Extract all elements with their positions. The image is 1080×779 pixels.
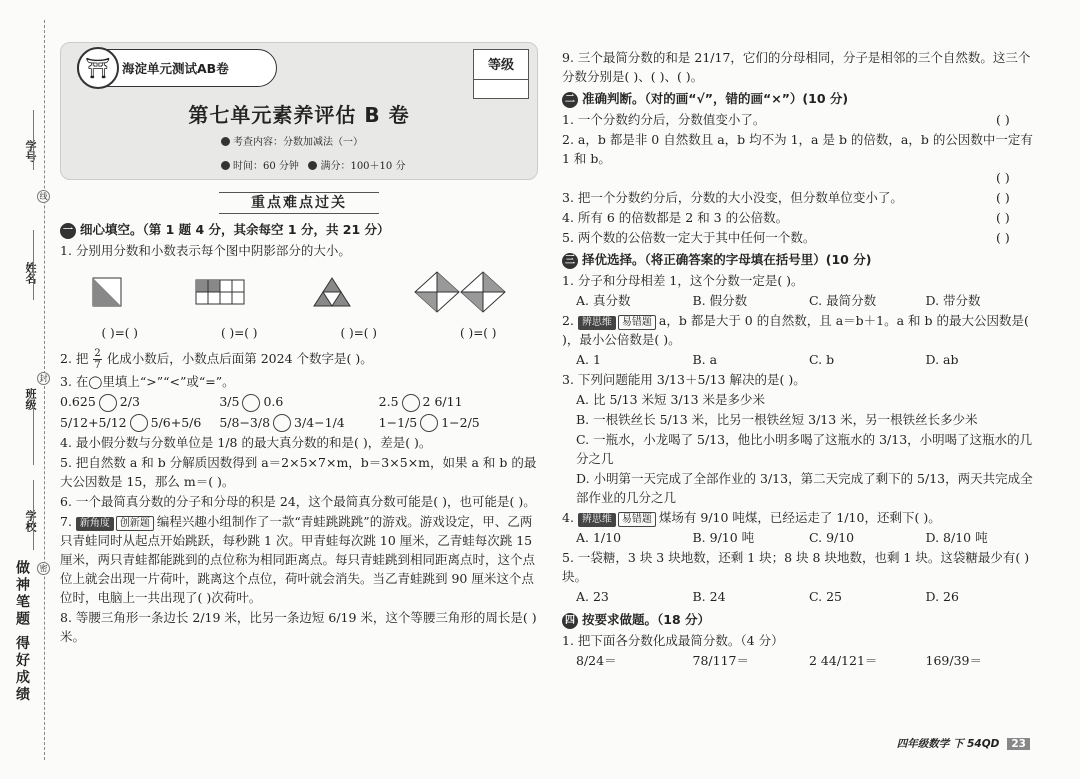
q3-left: 2.5 — [378, 394, 399, 409]
right-column — [562, 42, 1042, 671]
q3-item — [60, 413, 219, 433]
judge-text: 5. 两个数的公倍数一定大于其中任何一个数。 — [562, 230, 816, 245]
name-label: 姓名 — [24, 262, 37, 284]
option-a[interactable]: A. 真分数 — [576, 293, 631, 308]
judge-item — [562, 130, 1042, 187]
exam-meta — [221, 157, 405, 172]
school-label: 学校 — [24, 510, 37, 532]
judge-item — [562, 208, 1042, 227]
question-5: 5. 把自然数 a 和 b 分解质因数得到 a＝2×5×7×m，b＝3×5×m，如果 a 和 b 的最大公因数是 15，那么 m＝( )。 — [60, 455, 537, 489]
exercise-1: 1. 把下面各分数化成最简分数。（4 分） — [562, 633, 784, 648]
section-3-title: 择优选择。（将正确答案的字母填在括号里）(10 分) — [582, 252, 872, 267]
test-header — [60, 42, 538, 180]
option-a[interactable]: A. 1 — [576, 352, 601, 367]
option-c[interactable]: C. b — [809, 352, 835, 367]
simplify-item[interactable]: 169/39＝ — [925, 653, 982, 668]
q1-answers — [60, 318, 538, 348]
c2-tag-thinking: 辨思维 — [578, 316, 616, 330]
c4-text: 煤场有 9/10 吨煤，已经运走了 1/10，还剩下( )。 — [658, 510, 941, 525]
judge-answer[interactable]: ( ) — [996, 210, 1010, 225]
option-b[interactable]: B. 一根铁丝长 5/13 米，比另一根铁丝短 3/13 米，另一根铁丝长多少米 — [576, 412, 978, 427]
choice-2-options — [562, 350, 1042, 370]
option-c[interactable]: C. 25 — [809, 589, 842, 604]
footer-text: 四年级数学 下 54QD — [896, 738, 1000, 750]
judge-item — [562, 110, 1042, 129]
q2-suffix: 化成小数后，小数点后面第 2024 个数字是( )。 — [106, 351, 373, 366]
q7-tag-new-angle: 新角度 — [76, 517, 114, 531]
choice-3: 3. 下列问题能用 3/13＋5/13 解决的是( )。 — [562, 372, 806, 387]
option-c[interactable]: C. 9/10 — [809, 530, 855, 545]
q7-text: 编程兴趣小组制作了一款“青蛙跳跳跳”的游戏。游戏设定，甲、乙两只青蛙同时从起点开始跳跃，每秒跳 1 次。甲青蛙每次跳 10 厘米，乙青蛙每次跳 15 厘米，两只青蛙都能跳到的点位称为相同距离点。每只青蛙跳到相同距离点时，这个点位上就会出现一片荷叶，跳离这个点位，荷叶就会消失。当乙青蛙跳到 90 厘米这个点位时，电脑上一共出现了( )次荷叶。 — [60, 514, 536, 605]
option-d[interactable]: D. ab — [925, 352, 959, 367]
q1-answer[interactable]: ( )=( ) — [221, 326, 258, 340]
judge-text: 1. 一个分数约分后，分数值变小了。 — [562, 112, 766, 127]
section-1-heading — [60, 220, 538, 239]
section-2-heading — [562, 89, 1042, 108]
figure-square — [89, 274, 133, 310]
full-score: 满分：100＋10 分 — [320, 161, 406, 172]
q1-answer[interactable]: ( )=( ) — [101, 326, 138, 340]
figure-triangle — [310, 274, 354, 310]
question-4: 4. 最小假分数与分数单位是 1/8 的最大真分数的和是( )，差是( )。 — [60, 435, 432, 450]
time-limit: 时间：60 分钟 — [233, 161, 299, 172]
question-8: 8. 等腰三角形一条边长 2/19 米，比另一条边短 6/19 米，这个等腰三角形的周长是( )米。 — [60, 610, 537, 644]
choice-4-options — [562, 528, 1042, 548]
q3-item — [379, 413, 538, 433]
grade-divider — [474, 79, 528, 80]
compare-circle[interactable] — [130, 414, 148, 432]
student-id-line — [33, 110, 34, 170]
option-a[interactable]: A. 23 — [576, 589, 609, 604]
section-3-heading — [562, 250, 1042, 269]
section-4-title: 按要求做题。（18 分） — [582, 612, 710, 627]
option-b[interactable]: B. a — [692, 352, 718, 367]
question-3: 3. 在◯里填上“>”“<”或“=”。 — [60, 374, 235, 389]
option-c[interactable]: C. 一瓶水，小龙喝了 5/13，他比小明多喝了这瓶水的 3/13，小明喝了这瓶水的几分之几 — [576, 432, 1033, 466]
option-b[interactable]: B. 假分数 — [692, 293, 748, 308]
judge-text: 2. a，b 都是非 0 自然数且 a，b 均不为 1，a 是 b 的倍数，a，b 的公因数中一定有 1 和 b。 — [562, 132, 1033, 166]
q3-left: 5/8−3/8 — [219, 414, 271, 430]
compare-circle[interactable] — [402, 394, 420, 412]
section-4-heading — [562, 610, 1042, 629]
q3-left: 3/5 — [219, 394, 240, 409]
section-1-number: 一 — [60, 223, 76, 239]
judge-answer[interactable]: ( ) — [996, 112, 1010, 127]
judge-item — [562, 188, 1042, 207]
question-9: 9. 三个最简分数的和是 21/17，它们的分母相同，分子是相邻的三个自然数。这三个分数分别是( )、( )、( )。 — [562, 50, 1031, 84]
section-4-number: 四 — [562, 613, 578, 629]
q3-right: 2/3 — [119, 394, 140, 409]
q1-answer[interactable]: ( )=( ) — [340, 326, 377, 340]
compare-circle[interactable] — [99, 394, 117, 412]
section-2-title: 准确判断。（对的画“√”，错的画“×”）(10 分) — [582, 91, 849, 106]
page-number: 23 — [1007, 738, 1030, 750]
c2-text: a，b 都是大于 0 的自然数，且 a＝b＋1。a 和 b 的最大公因数是( )，最小公倍数是( )。 — [562, 313, 1029, 347]
option-a[interactable]: A. 比 5/13 米短 3/13 米是多少米 — [576, 392, 766, 407]
class-line — [33, 405, 34, 465]
option-d[interactable]: D. 26 — [925, 589, 959, 604]
c2-tag-error-prone: 易错题 — [618, 315, 656, 330]
q3-left: 5/12+5/12 — [60, 414, 127, 430]
q3-row-2 — [60, 413, 538, 433]
section-banner: 重点难点过关 — [219, 192, 379, 214]
grade-box[interactable] — [473, 49, 529, 99]
judge-text: 4. 所有 6 的倍数都是 2 和 3 的公倍数。 — [562, 210, 789, 225]
judge-text: 3. 把一个分数约分后，分数的大小没变，但分数单位变小了。 — [562, 190, 903, 205]
option-d[interactable]: D. 带分数 — [925, 293, 981, 308]
slogan: 做神笔题 得好成绩 — [14, 560, 30, 704]
simplify-items — [562, 651, 1042, 671]
judge-answer[interactable]: ( ) — [996, 170, 1010, 185]
student-id-label: 学号 — [24, 140, 37, 162]
shaded-figures — [60, 266, 538, 318]
school-line — [33, 480, 34, 550]
q3-right: 2 6/11 — [422, 394, 463, 409]
q3-right: 3/4−1/4 — [294, 414, 345, 430]
choice-5-options — [562, 587, 1042, 607]
compare-circle[interactable] — [242, 394, 260, 412]
q3-right: 5/6+5/6 — [150, 414, 202, 430]
seal-top: 线 — [37, 190, 50, 203]
figure-grid — [192, 274, 252, 310]
content-icon — [221, 137, 230, 146]
seal-bottom: 密 — [37, 562, 50, 575]
compare-circle[interactable] — [273, 414, 291, 432]
exam-content — [221, 133, 363, 148]
q1-answer[interactable]: ( )=( ) — [460, 326, 497, 340]
page-title: 第七单元素养评估 B 卷 — [188, 103, 410, 127]
figure-diamonds — [413, 270, 509, 314]
q3-right: 0.6 — [263, 394, 284, 409]
q3-item — [379, 392, 538, 412]
choice-1: 1. 分子和分母相差 1，这个分数一定是( )。 — [562, 273, 804, 288]
simplify-item[interactable]: 2 44/121＝ — [809, 653, 878, 668]
binding-margin — [0, 0, 52, 779]
simplify-item[interactable]: 78/117＝ — [692, 653, 749, 668]
question-2 — [60, 348, 538, 371]
seal-mid: 封 — [37, 372, 50, 385]
left-column — [60, 42, 538, 647]
section-2-number: 二 — [562, 92, 578, 108]
name-line — [33, 230, 34, 300]
q3-left: 1−1/5 — [378, 414, 418, 430]
option-d[interactable]: D. 小明第一天完成了全部作业的 3/13，第二天完成了剩下的 5/13，两天共完成全部作业的几分之几 — [576, 471, 1033, 505]
question-1: 1. 分别用分数和小数表示每个图中阴影部分的大小。 — [60, 243, 351, 258]
q3-right: 1−2/5 — [441, 414, 480, 430]
choice-1-options — [562, 291, 1042, 311]
c4-tag-error-prone: 易错题 — [618, 512, 656, 527]
choice-2: 2. 辨思维 易错题 a，b 都是大于 0 的自然数，且 a＝b＋1。a 和 b 的最大公因数是( )，最小公倍数是( )。 — [562, 313, 1029, 347]
judge-item — [562, 228, 1042, 247]
compare-circle[interactable] — [420, 414, 438, 432]
page-footer — [897, 736, 1030, 751]
c4-tag-thinking: 辨思维 — [578, 513, 616, 527]
option-b[interactable]: B. 9/10 吨 — [692, 530, 755, 545]
q3-item — [219, 392, 378, 412]
q3-left: 0.625 — [60, 394, 96, 409]
score-icon — [308, 161, 317, 170]
q7-tag-innovation: 创新题 — [116, 516, 154, 531]
question-6: 6. 一个最简真分数的分子和分母的积是 24，这个最简真分数可能是( )，也可能是( )。 — [60, 494, 536, 509]
option-d[interactable]: D. 8/10 吨 — [925, 530, 988, 545]
section-3-number: 三 — [562, 253, 578, 269]
option-c[interactable]: C. 最简分数 — [809, 293, 877, 308]
q2-numerator: 2 — [94, 348, 101, 359]
q3-item — [60, 392, 219, 412]
choice-5: 5. 一袋糖，3 块 3 块地数，还剩 1 块；8 块 8 块地数，也剩 1 块。这袋糖最少有( )块。 — [562, 550, 1030, 584]
q3-row-1 — [60, 392, 538, 412]
question-7: 7. 新角度 创新题 编程兴趣小组制作了一款“青蛙跳跳跳”的游戏。游戏设定，甲、乙两只青蛙同时从起点开始跳跃，每秒跳 1 次。甲青蛙每次跳 10 厘米，乙青蛙每次跳 15 厘米，两只青蛙都能跳到的点位称为相同距离点。每只青蛙跳到相同距离点时，这个点位上就会出现一片荷叶，跳离这个点位，荷叶就会消失。当乙青蛙跳到 90 厘米这个点位时，电脑上一共出现了( )次荷叶。 — [60, 514, 536, 605]
section-1-title: 细心填空。（第 1 题 4 分，其余每空 1 分，共 21 分） — [80, 222, 390, 237]
choice-4: 4. 辨思维 易错题 煤场有 9/10 吨煤，已经运走了 1/10，还剩下( )。 — [562, 510, 941, 525]
brand-name: 海淀单元测试AB卷 — [77, 49, 277, 87]
option-a[interactable]: A. 1/10 — [576, 530, 622, 545]
q2-fraction — [93, 348, 101, 371]
q2-prefix: 2. 把 — [60, 351, 89, 366]
judge-answer[interactable]: ( ) — [996, 230, 1010, 245]
option-b[interactable]: B. 24 — [692, 589, 726, 604]
cut-line — [44, 20, 45, 760]
exam-content-text: 考查内容：分数加减法（一） — [233, 137, 363, 148]
class-label: 班级 — [24, 388, 37, 410]
grade-label: 等级 — [487, 58, 514, 73]
brand-logo-icon: ⛩ — [77, 47, 119, 89]
judge-answer[interactable]: ( ) — [996, 190, 1010, 205]
clock-icon — [221, 161, 230, 170]
simplify-item[interactable]: 8/24＝ — [576, 653, 617, 668]
q2-denominator: 7 — [94, 360, 101, 371]
q3-item — [219, 413, 378, 433]
